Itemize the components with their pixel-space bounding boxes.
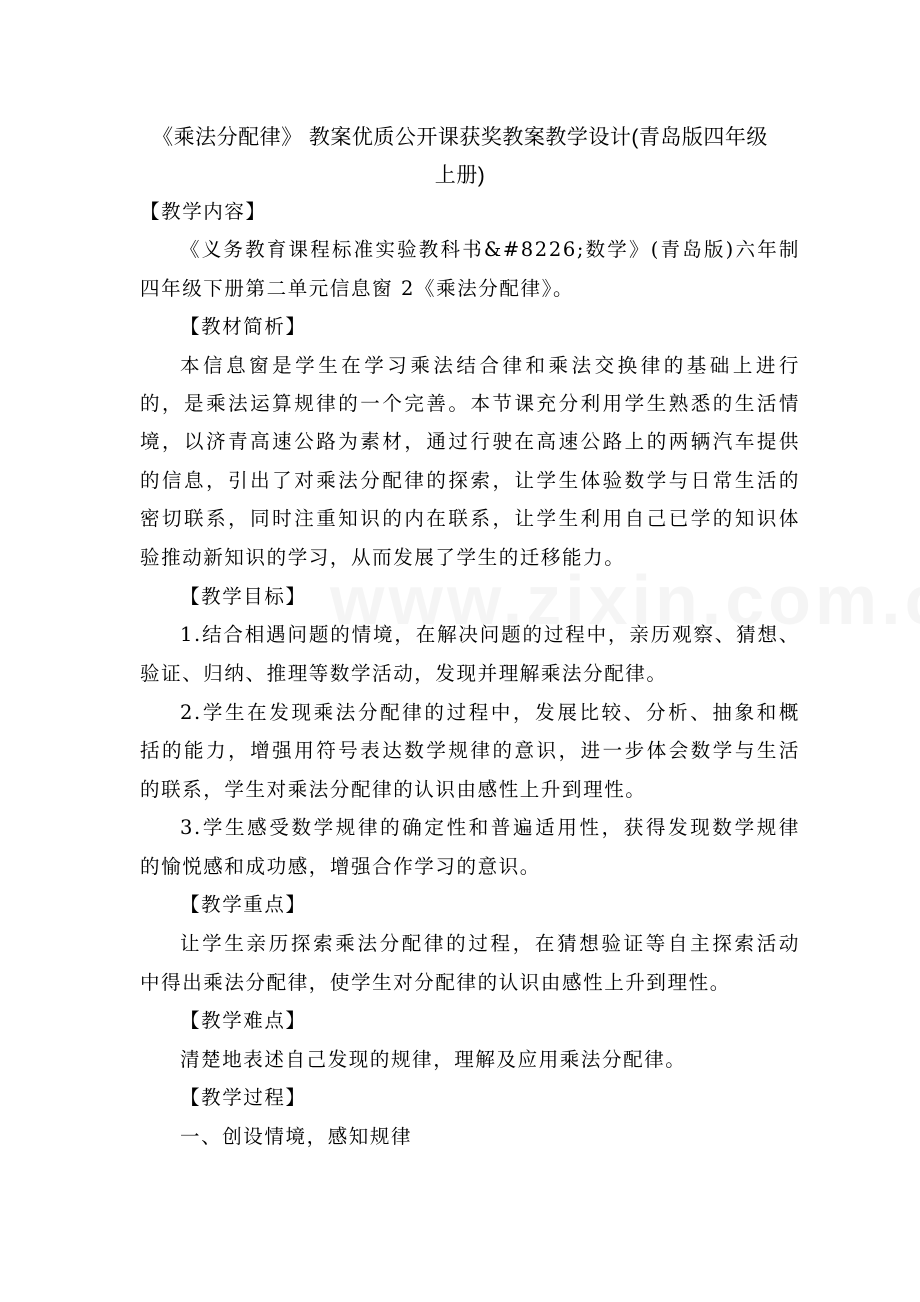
section-heading-key-points: 【教学重点】 bbox=[180, 893, 307, 916]
section-heading-material-analysis: 【教材简析】 bbox=[180, 315, 307, 338]
paragraph-line: 的愉悦感和成功感，增强合作学习的意识。 bbox=[140, 855, 541, 878]
paragraph-line: 让学生亲历探索乘法分配律的过程，在猜想验证等自主探索活动 bbox=[180, 932, 800, 955]
document-title-line-1: 《乘法分配律》 教案优质公开课获奖教案教学设计(青岛版四年级 bbox=[152, 126, 768, 149]
paragraph-line: 2.学生在发现乘法分配律的过程中，发展比较、分析、抽象和概 bbox=[180, 701, 800, 724]
paragraph-line: 清楚地表述自己发现的规律，理解及应用乘法分配律。 bbox=[180, 1048, 687, 1071]
paragraph-line: 的联系，学生对乘法分配律的认识由感性上升到理性。 bbox=[140, 778, 647, 801]
paragraph-line: 本信息窗是学生在学习乘法结合律和乘法交换律的基础上进行 bbox=[180, 354, 800, 377]
section-heading-difficulties: 【教学难点】 bbox=[180, 1009, 307, 1032]
paragraph-line: 3.学生感受数学规律的确定性和普遍适用性，获得发现数学规律 bbox=[180, 816, 800, 839]
paragraph-line: 境，以济青高速公路为素材，通过行驶在高速公路上的两辆汽车提供 bbox=[140, 430, 800, 453]
section-heading-teaching-goals: 【教学目标】 bbox=[180, 585, 307, 608]
paragraph-line: 括的能力，增强用符号表达数学规律的意识，进一步体会数学与生活 bbox=[140, 739, 800, 762]
process-step-heading: 一、创设情境，感知规律 bbox=[180, 1125, 413, 1148]
paragraph-line: 四年级下册第二单元信息窗 2《乘法分配律》。 bbox=[140, 277, 575, 300]
paragraph-line: 验推动新知识的学习，从而发展了学生的迁移能力。 bbox=[140, 546, 626, 569]
document-title-line-2: 上册) bbox=[434, 164, 486, 187]
paragraph-line: 1.结合相遇问题的情境，在解决问题的过程中，亲历观察、猜想、 bbox=[180, 623, 800, 646]
section-heading-teaching-process: 【教学过程】 bbox=[180, 1086, 307, 1109]
paragraph-line: 中得出乘法分配律，使学生对分配律的认识由感性上升到理性。 bbox=[140, 971, 731, 994]
paragraph-line: 《义务教育课程标准实验教科书&#8226;数学》(青岛版)六年制 bbox=[180, 238, 800, 261]
paragraph-line: 验证、归纳、推理等数学活动，发现并理解乘法分配律。 bbox=[140, 662, 668, 685]
paragraph-line: 的，是乘法运算规律的一个完善。本节课充分利用学生熟悉的生活情 bbox=[140, 392, 800, 415]
paragraph-line: 的信息，引出了对乘法分配律的探索，让学生体验数学与日常生活的 bbox=[140, 469, 800, 492]
section-heading-teaching-content: 【教学内容】 bbox=[140, 200, 267, 223]
paragraph-line: 密切联系，同时注重知识的内在联系，让学生利用自己已学的知识体 bbox=[140, 507, 800, 530]
